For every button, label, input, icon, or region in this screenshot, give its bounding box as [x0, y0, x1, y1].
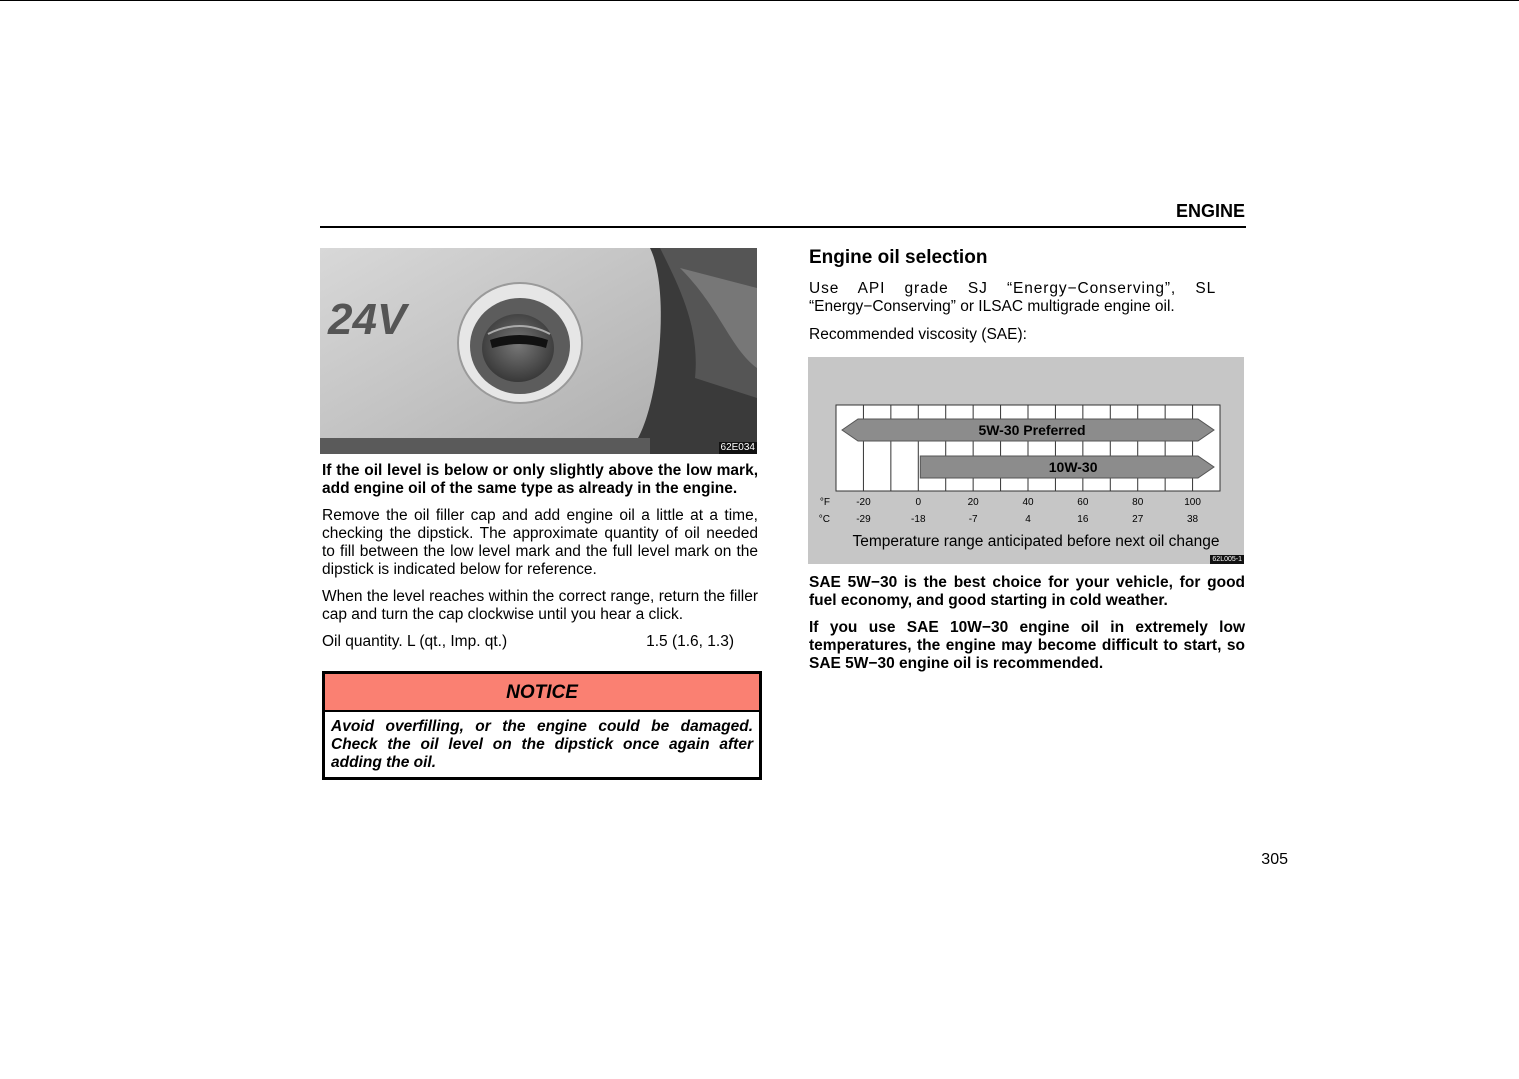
header-rule	[320, 226, 1246, 228]
chart-tick-celsius: 27	[1132, 514, 1144, 525]
chart-code: 62L005-1	[1212, 556, 1242, 563]
chart-bar-label: 5W-30 Preferred	[978, 422, 1086, 438]
recommendation-text	[809, 574, 1245, 682]
right-column	[809, 246, 1245, 354]
chart-caption: Temperature range anticipated before next oil change	[852, 533, 1220, 550]
chart-tick-fahrenheit: 40	[1022, 497, 1034, 508]
chart-tick-celsius: -7	[968, 514, 978, 525]
notice-title: NOTICE	[325, 674, 759, 712]
chart-bar-label: 10W-30	[1048, 459, 1098, 475]
notice-body: Avoid overfilling, or the engine could be damaged. Check the oil level on the dipstick once again after adding the oil.	[331, 718, 753, 771]
section-title: ENGINE	[1175, 201, 1245, 221]
top-border	[0, 0, 1519, 1]
chart-tick-celsius: 4	[1025, 514, 1031, 525]
engine-cover-lettering: 24V	[328, 295, 407, 344]
oil-quantity-value: 1.5 (1.6, 1.3)	[646, 633, 734, 650]
left-column	[322, 462, 758, 651]
chart-tick-celsius: -18	[911, 514, 926, 525]
viscosity-label: Recommended viscosity (SAE):	[809, 326, 1027, 343]
paragraph-remove-cap: Remove the oil filler cap and add engine oil a little at a time, checking the dipstick. The approximate quantity of oil needed to fill between the low level mark and the full level mark on the dipstick is indicated below for reference.	[322, 507, 758, 578]
recommendation-10w30-warning: If you use SAE 10W−30 engine oil in extremely low temperatures, the engine may become difficult to start, so SAE 5W−30 engine oil is recommended.	[809, 619, 1245, 672]
chart-unit-celsius: °C	[818, 514, 830, 525]
chart-tick-fahrenheit: 20	[967, 497, 979, 508]
viscosity-chart	[808, 357, 1244, 564]
oil-quantity-label: Oil quantity. L (qt., Imp. qt.)	[322, 633, 508, 650]
chart-unit-fahrenheit: °F	[819, 497, 830, 508]
engine-oil-cap-photo	[320, 248, 757, 454]
chart-tick-fahrenheit: 60	[1077, 497, 1089, 508]
photo-code: 62E034	[720, 442, 755, 453]
paragraph-return-cap: When the level reaches within the correct range, return the filler cap and turn the cap clockwise until you hear a click.	[322, 588, 758, 623]
chart-tick-fahrenheit: 100	[1184, 497, 1201, 508]
notice-box	[322, 671, 762, 780]
chart-tick-celsius: -29	[856, 514, 871, 525]
chart-tick-fahrenheit: 0	[915, 497, 922, 508]
oil-quantity-row	[322, 633, 734, 651]
chart-tick-fahrenheit: -20	[856, 497, 871, 508]
engine-oil-selection-title: Engine oil selection	[809, 247, 988, 268]
chart-tick-fahrenheit: 80	[1132, 497, 1144, 508]
chart-tick-celsius: 38	[1187, 514, 1199, 525]
recommendation-5w30: SAE 5W−30 is the best choice for your vehicle, for good fuel economy, and good starting in cold weather.	[809, 574, 1245, 609]
api-grade-line2: “Energy−Conserving” or ILSAC multigrade engine oil.	[809, 298, 1175, 315]
api-grade-line1: Use API grade SJ “Energy−Conserving”, SL	[809, 280, 1217, 297]
bold-intro: If the oil level is below or only slightly above the low mark, add engine oil of the same type as already in the engine.	[322, 462, 758, 497]
page-number: 305	[1261, 851, 1288, 868]
chart-tick-celsius: 16	[1077, 514, 1089, 525]
